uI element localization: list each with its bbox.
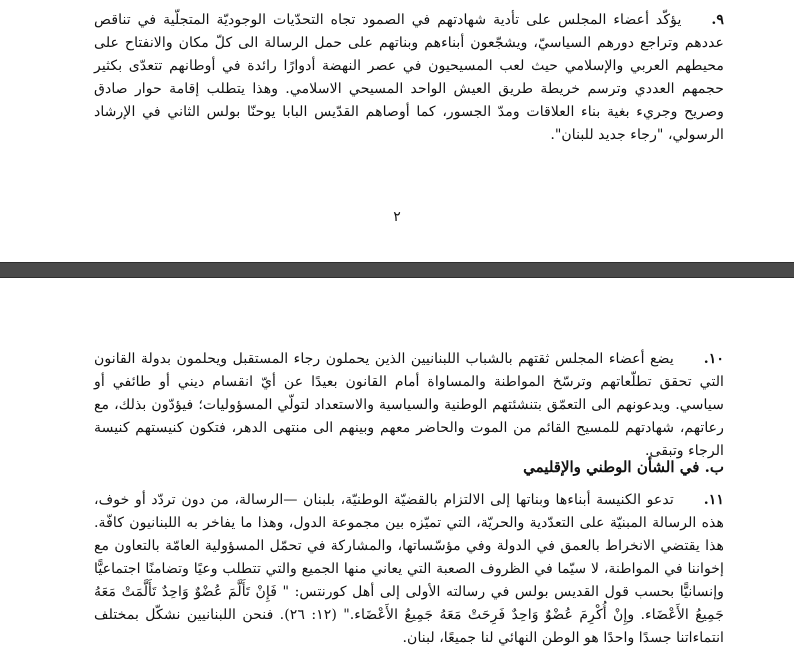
paragraph-text: تدعو الكنيسة أبناءها وبناتها إلى الالتزام بالقضيّة الوطنيّة، بلبنان —الرسالة، من دون تردّد أو خوف، هذه الرسالة المبنيّة على التعدّدية والحريّة، التي تميّزه بين مجموعة الدول، وهذا ما يفاخر به اللبنانيون كافّة. هذا يقتضي الانخراط بالعمق في الدولة وفي مؤسّساتها، والمشاركة في تحمّل المسؤولية العامّة بالتعاون مع إخواننا في المواطنة، لا سيّما في الظروف الصعبة التي يعاني منها الجميع والتي تتطلب وعيًا وتضامنًا اجتماعيًّا وإنسانيًّا بحسب قول القديس بولس في رسالته الأولى إلى أهل كورنتس: " فَإِنْ تَأَلَّمَ عُضْوٌ وَاحِدٌ تَأَلَّمَتْ مَعَهُ جَمِيعُ الأَعْضَاء. وإِنْ أُكْرِمَ عُضْوٌ وَاحِدٌ فَرِحَتْ مَعَهُ جَمِيعُ الأَعْضَاء." (١٢: ٢٦). فنحن اللبنانيين نشكّل بمختلف انتماءاتنا جسدًا واحدًا هو الوطن النهائي لنا جميعًا، لبنان. <box>94 492 724 646</box>
paragraph-number: ١٠. <box>703 351 724 367</box>
paragraph-11 <box>94 489 724 650</box>
page-number: ٢ <box>393 209 401 225</box>
document-page-bottom <box>0 278 794 670</box>
paragraph-text: يضع أعضاء المجلس ثقتهم بالشباب اللبنانيين الذين يحملون رجاء المستقبل ويحلمون بدولة القانون التي تحقق تطلّعاتهم وترسّخ المواطنة والمساواة أمام القانون بعيدًا عن أيّ انقسام ديني أو طائفي أو سياسي. ويدعونهم الى التعمّق بتنشئتهم الوطنية والسياسية والاستعداد لتولّي المسؤوليات؛ فيؤدّون بذلك، مع رعاتهم، شهادتهم للمسيح القائم من الموت والحاضر معهم وبينهم الى منتهى الدهر، فتكون كنيستهم كنيسة الرجاء وتبقى. <box>94 351 724 459</box>
page-divider <box>0 262 794 278</box>
section-heading: ب. في الشأن الوطني والإقليمي <box>523 458 724 476</box>
paragraph-number: ٩. <box>711 12 724 28</box>
paragraph-number: ١١. <box>703 492 724 508</box>
paragraph-10 <box>94 348 724 463</box>
paragraph-9 <box>94 9 724 147</box>
paragraph-text: يؤكّد أعضاء المجلس على تأدية شهادتهم في الصمود تجاه التحدّيات الوجوديّة المتجلّية في تناقص عددهم وتراجع دورهم السياسيّ، ويشجّعون أبناءهم وبناتهم على حمل الرسالة الى كلّ مكان والانفتاح على محيطهم العربي والإسلامي حيث لعب المسيحيون في عصر النهضة أدوارًا رائدة في أوطانهم تتعدّى بكثير حجمهم العددي وترسم خريطة طريق العيش الواحد المسيحي الاسلامي. وهذا يتطلب إقامة حوار صادق وصريح وجريء بغية بناء العلاقات ومدّ الجسور، كما أوصاهم القدّيس البابا يوحنّا بولس الثاني في الإرشاد الرسولي، "رجاء جديد للبنان". <box>94 12 724 143</box>
document-page-top <box>0 0 794 262</box>
